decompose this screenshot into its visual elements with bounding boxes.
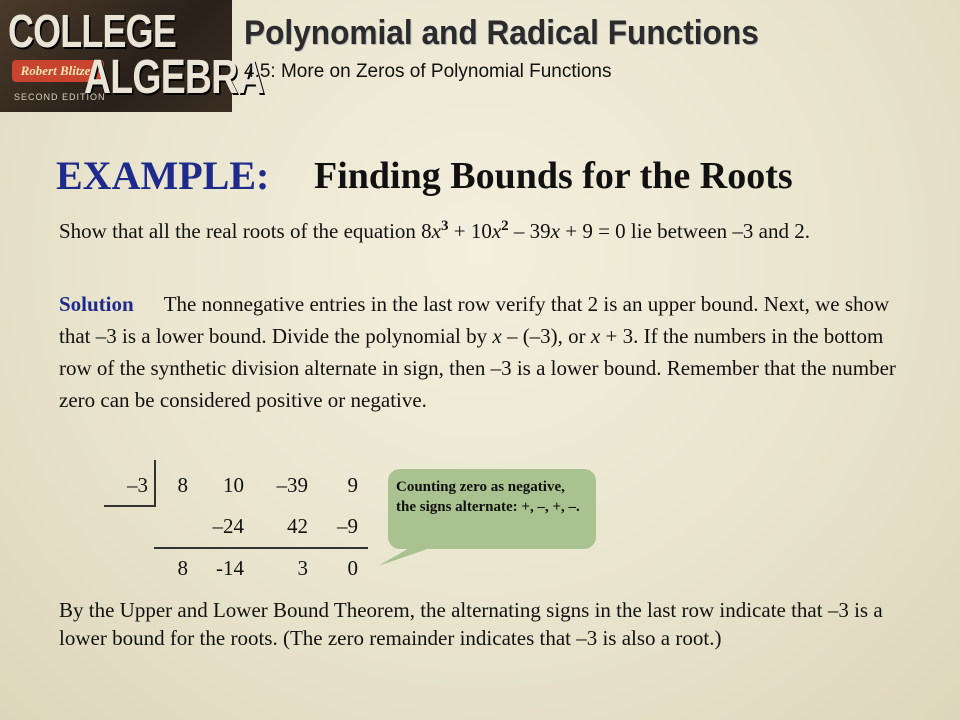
eq-variable-x: x bbox=[431, 219, 441, 243]
division-cell: 8 bbox=[177, 556, 188, 580]
eq-variable-x: x bbox=[550, 219, 560, 243]
chapter-title: Polynomial and Radical Functions bbox=[244, 14, 759, 52]
solution-text-a: The nonnegative entries in the last row verify that 2 is an upper bound. Next, we show that –3 is a lower bound. Divide the polynomial by bbox=[59, 292, 890, 348]
division-cell: 3 bbox=[297, 556, 308, 580]
logo-edition-text: SECOND EDITION bbox=[14, 92, 106, 102]
division-cell: –24 bbox=[212, 514, 244, 538]
division-cell: -14 bbox=[216, 556, 244, 580]
divisor-value: –3 bbox=[127, 473, 148, 497]
division-cell: –39 bbox=[276, 473, 308, 497]
callout-bubble: Counting zero as negative, the signs alternate: +, –, +, –. bbox=[388, 469, 596, 549]
solution-text-b: – (–3), or bbox=[501, 324, 591, 348]
solution-paragraph bbox=[59, 288, 899, 416]
division-box-horizontal-line bbox=[104, 505, 156, 507]
logo-author-badge: Robert Blitzer bbox=[12, 60, 104, 82]
book-logo bbox=[0, 0, 264, 112]
eq-exponent-3: 3 bbox=[441, 218, 449, 234]
logo-college-text: COLLEGE bbox=[8, 5, 176, 57]
solution-label: Solution bbox=[59, 292, 134, 316]
division-cell: 10 bbox=[223, 473, 244, 497]
solution-variable-x: x bbox=[590, 324, 601, 348]
eq-term-2: + 10 bbox=[448, 219, 492, 243]
logo-algebra-text: ALGEBRA bbox=[84, 51, 264, 104]
conclusion-paragraph: By the Upper and Lower Bound Theorem, the alternating signs in the last row indicate that –3 is a lower bound for the roots. (The zero remainder indicates that –3 is also a root.) bbox=[59, 598, 883, 650]
example-title: Finding Bounds for the Roots bbox=[314, 155, 793, 197]
division-cell: 42 bbox=[287, 514, 308, 538]
problem-text-end: + 9 = 0 lie between –3 and 2. bbox=[560, 219, 810, 243]
division-cell: 9 bbox=[347, 473, 358, 497]
solution-variable-x: x bbox=[492, 324, 502, 348]
section-subtitle: 4.5: More on Zeros of Polynomial Functions bbox=[244, 61, 612, 82]
eq-term-3: – 39 bbox=[508, 219, 551, 243]
problem-text-start: Show that all the real roots of the equation 8 bbox=[59, 219, 432, 243]
example-label: EXAMPLE: bbox=[56, 153, 270, 198]
eq-exponent-2: 2 bbox=[501, 218, 509, 234]
division-cell: –9 bbox=[337, 514, 358, 538]
problem-statement bbox=[59, 210, 859, 247]
solution-text-c: + 3. If the numbers in the bottom row of the synthetic division alternate in sign, then –3 is a lower bound. Remember that the number zero can be considered positive or negative. bbox=[59, 324, 896, 412]
division-sum-line bbox=[154, 547, 368, 549]
division-cell: 8 bbox=[177, 473, 188, 497]
eq-variable-x: x bbox=[491, 219, 502, 243]
division-cell: 0 bbox=[347, 556, 358, 580]
